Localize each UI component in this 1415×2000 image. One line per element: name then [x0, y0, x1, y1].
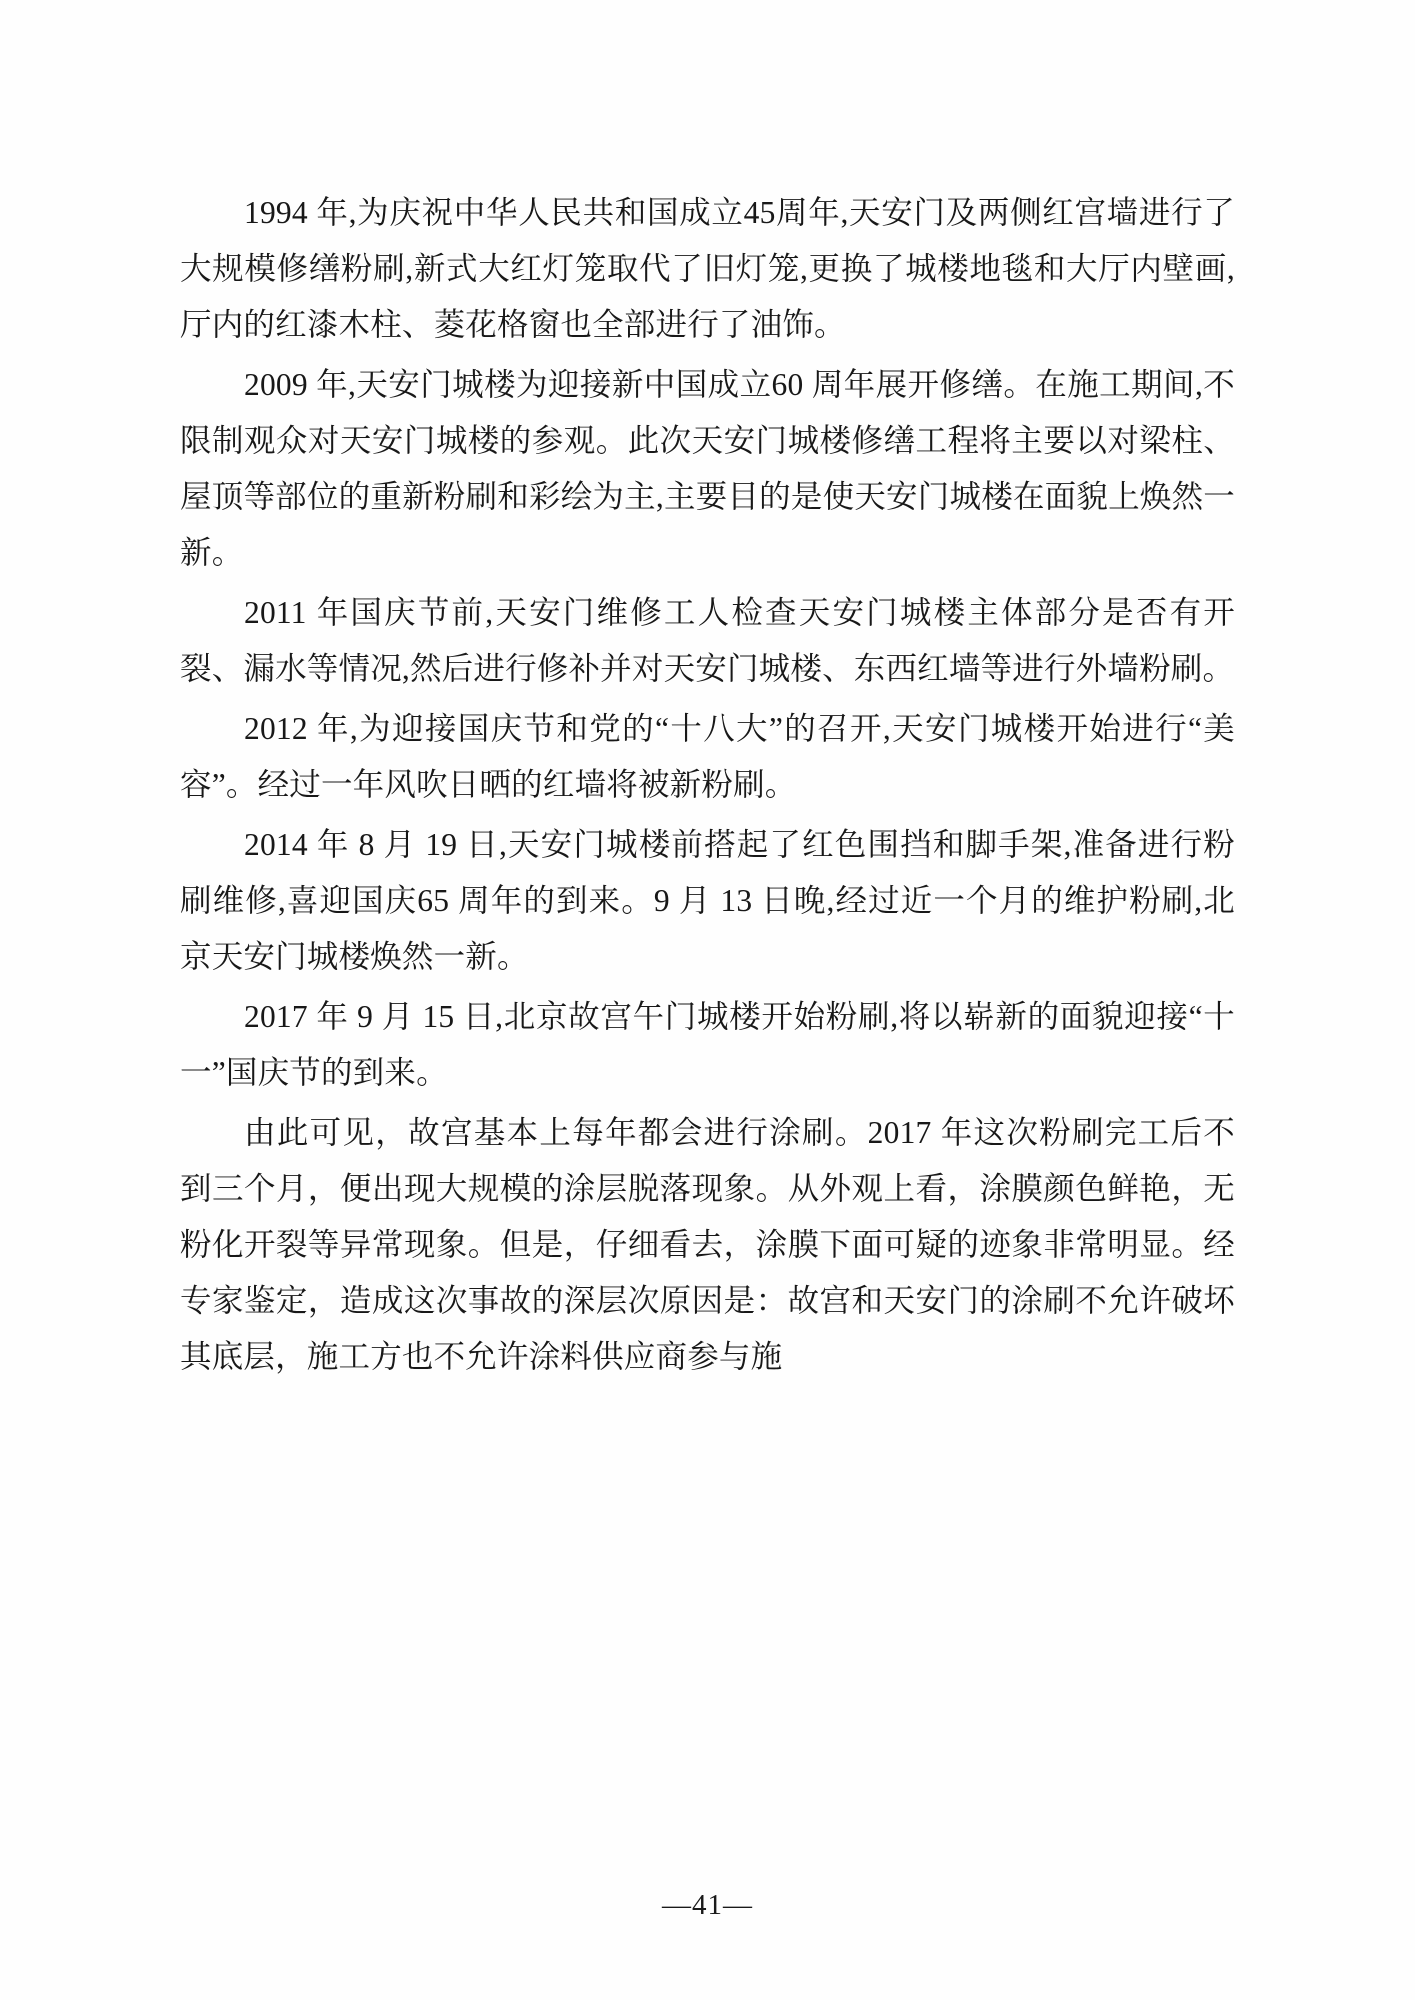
paragraph: 2017 年 9 月 15 日,北京故宫午门城楼开始粉刷,将以崭新的面貌迎接“十一”国庆节的到来。: [180, 999, 1235, 1090]
page-number: —41—: [662, 1889, 753, 1921]
paragraph: 1994 年,为庆祝中华人民共和国成立45周年,天安门及两侧红宫墙进行了大规模修缮粉刷,新式大红灯笼取代了旧灯笼,更换了城楼地毯和大厅内壁画,厅内的红漆木柱、菱花格窗也全部进行了油饰。: [180, 195, 1235, 342]
paragraph: 2011 年国庆节前,天安门维修工人检查天安门城楼主体部分是否有开裂、漏水等情况,然后进行修补并对天安门城楼、东西红墙等进行外墙粉刷。: [180, 595, 1235, 686]
document-body: [180, 185, 1235, 1385]
paragraph: 2012 年,为迎接国庆节和党的“十八大”的召开,天安门城楼开始进行“美容”。经过一年风吹日晒的红墙将被新粉刷。: [180, 711, 1235, 802]
paragraph: 2009 年,天安门城楼为迎接新中国成立60 周年展开修缮。在施工期间,不限制观众对天安门城楼的参观。此次天安门城楼修缮工程将主要以对梁柱、屋顶等部位的重新粉刷和彩绘为主,主要目的是使天安门城楼在面貌上焕然一新。: [180, 367, 1235, 570]
paragraph: 2014 年 8 月 19 日,天安门城楼前搭起了红色围挡和脚手架,准备进行粉刷维修,喜迎国庆65 周年的到来。9 月 13 日晚,经过近一个月的维护粉刷,北京天安门城楼焕然一新。: [180, 827, 1235, 974]
paragraph: 由此可见，故宫基本上每年都会进行涂刷。2017 年这次粉刷完工后不到三个月，便出现大规模的涂层脱落现象。从外观上看，涂膜颜色鲜艳，无粉化开裂等异常现象。但是，仔细看去，涂膜下面可疑的迹象非常明显。经专家鉴定，造成这次事故的深层次原因是：故宫和天安门的涂刷不允许破坏其底层，施工方也不允许涂料供应商参与施: [180, 1115, 1235, 1374]
